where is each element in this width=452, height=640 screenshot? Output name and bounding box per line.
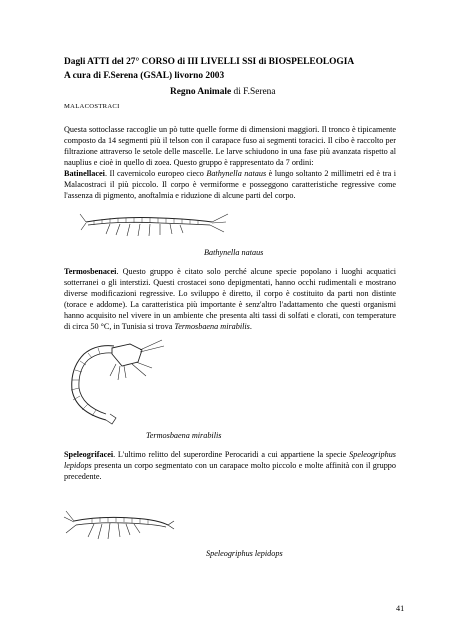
bathynellacei-paragraph <box>64 168 396 201</box>
figure-caption: Termosbaena mirabilis <box>146 431 222 440</box>
termosbaena-illustration <box>66 340 166 425</box>
text: . Questo gruppo è citato solo perché alcune specie popolano i luoghi acquatici sotterranei o gli interstizi. Questi crostacei sono depigmentati, hanno occhi rudimentali e mostrano diverse modificazioni regressive. Lo sviluppo è diretto, il corpo è costituito da parti non distinte (torace e addome). La caratteristica più importante è senz'altro l'adattamento che questi organismi hanno acquisito nel vivere in un ambiente che presenta alti tassi di solfati e clorati, con temperature di circa 50 °C, in Tunisia si trova <box>64 267 396 331</box>
order-name: Batinellacei <box>64 169 105 178</box>
header-title: Dagli ATTI del 27° CORSO di III LIVELLI SSI di BIOSPELEOLOGIA <box>64 57 355 67</box>
text: . L'ultimo relitto del superordine Perocaridi a cui appartiene la specie <box>113 450 350 459</box>
chapter-title-bold: Regno Animale <box>170 87 232 97</box>
intro-paragraph: Questa sottoclasse raccoglie un pò tutte quelle forme di dimensioni maggiori. Il tronco è tipicamente composto da 14 segmenti più il telson con il carapace fuso ai segmenti toracici. Il cibo è raccolto per filtrazione attraverso le setole delle mascelle. Le larve schiudono in una fase più avanzata rispetto al nauplius e cioè in quello di zoea. Questo gruppo è rappresentato da 7 ordini: <box>64 125 396 167</box>
chapter-title-author: di F.Serena <box>231 87 276 97</box>
text: presenta un corpo segmentato con un carapace molto piccolo e molte affinità con il gruppo precedente. <box>64 461 396 481</box>
header-editor: A cura di F.Serena (GSAL) livorno 2003 <box>64 71 225 81</box>
speleogrifacei-paragraph <box>64 449 396 482</box>
order-name: Termosbenacei <box>64 267 117 276</box>
page-number: 41 <box>396 604 405 613</box>
order-name: Speleogrifacei <box>64 450 114 459</box>
text: . Il cavernicolo europeo cieco <box>104 169 207 178</box>
figure-caption: Bathynella nataus <box>204 248 264 257</box>
species-name: Termosbaena mirabilis <box>174 322 250 331</box>
species-name: Bathynella nataus <box>206 169 267 178</box>
text: è lungo soltanto 2 millimetri ed è tra i Malacostraci il più piccolo. Il corpo è vermiforme e posseggono caratteristiche regressive come l'assenza di pigmento, anoftalmia e riduzione di alcune parti del corpo. <box>64 169 396 200</box>
speleogriphus-illustration <box>64 503 174 543</box>
bathynella-illustration <box>80 208 230 240</box>
termosbenacei-paragraph <box>64 266 396 332</box>
chapter-title <box>170 87 276 97</box>
text: . <box>249 322 252 331</box>
figure-caption: Speleogriphus lepidops <box>206 549 283 558</box>
species-name: Speleogriphus lepidops <box>64 450 396 470</box>
section-heading: MALACOSTRACI <box>64 103 120 110</box>
